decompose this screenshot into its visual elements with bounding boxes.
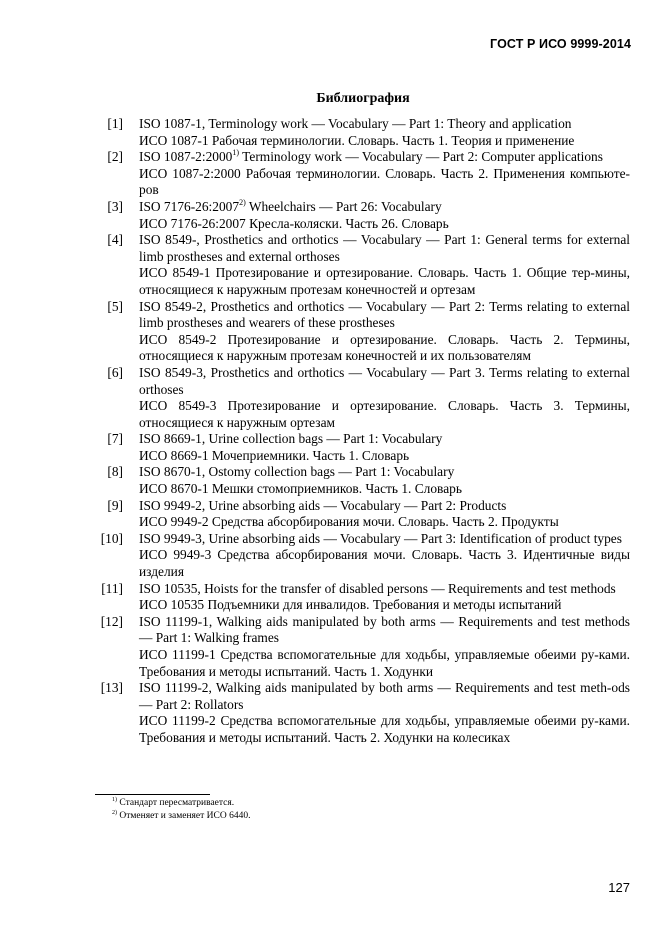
entry-text-ru: ИСО 8549-2 Протезирование и ортезирование. Словарь. Часть 2. Термины, относящиеся к наружным протезам конечностей и их пользователям <box>139 331 630 364</box>
entry-number: [4] <box>107 232 123 248</box>
entry-number: [3] <box>107 198 123 214</box>
bibliography-entry <box>95 365 630 431</box>
entry-text-ru: ИСО 1087-2:2000 Рабочая терминологии. Словарь. Часть 2. Применения компьюте-ров <box>139 165 630 198</box>
entry-number: [1] <box>107 116 123 131</box>
footnote <box>112 810 250 823</box>
entry-text-en: ISO 9949-3, Urine absorbing aids — Vocabulary — Part 3: Identification of product types <box>139 530 622 546</box>
entry-text-ru: ИСО 11199-1 Средства вспомогательные для ходьбы, управляемые обеими ру-ками. Требования и методы испытаний. Часть 1. Ходунки <box>139 647 630 679</box>
entry-number: [7] <box>107 431 123 447</box>
footnote-mark: 2) <box>239 197 246 207</box>
bibliography-entry <box>95 531 630 581</box>
bibliography-entry <box>95 680 630 746</box>
entry-text-ru: ИСО 8669-1 Мочеприемники. Часть 1. Словарь <box>139 447 410 463</box>
entry-text-en: ISO 11199-1, Walking aids manipulated by both arms — Requirements and test methods — Part 1: Walking frames <box>139 613 630 646</box>
entry-text-en <box>139 199 630 216</box>
entry-number: [12] <box>100 613 123 629</box>
bibliography-entry <box>95 199 630 232</box>
footnote <box>112 797 250 810</box>
entry-text-ru: ИСО 7176-26:2007 Кресла-коляски. Часть 26. Словарь <box>139 215 449 231</box>
footnote-mark: 1) <box>232 148 240 158</box>
entry-text-en-rest: Wheelchairs — Part 26: Vocabulary <box>245 198 442 214</box>
entry-number: [8] <box>107 464 123 480</box>
entry-text-ru: ИСО 10535 Подъемники для инвалидов. Требования и методы испытаний <box>139 597 562 613</box>
footnote-text: Отменяет и заменяет ИСО 6440. <box>119 811 251 821</box>
entry-text-en: ISO 9949-2, Urine absorbing aids — Vocabulary — Part 2: Products <box>139 497 507 513</box>
entry-text-ru: ИСО 9949-2 Средства абсорбирования мочи. Словарь. Часть 2. Продукты <box>139 514 559 530</box>
entry-text-ru: ИСО 11199-2 Средства вспомогательные для ходьбы, управляемые обеими ру-ками. Требования и методы испытаний. Часть 2. Ходунки на колесиках <box>139 713 630 745</box>
entry-number: [2] <box>107 149 123 165</box>
entry-text-en: ISO 8549-, Prosthetics and orthotics — Vocabulary — Part 1: General terms for external limb prostheses and external orthoses <box>139 232 630 264</box>
entry-text-ru: ИСО 1087-1 Рабочая терминологии. Словарь. Часть 1. Теория и применение <box>139 132 575 148</box>
bibliography-title: Библиография <box>316 91 410 106</box>
entry-text-ru: ИСО 8549-1 Протезирование и ортезирование. Словарь. Часть 1. Общие тер-мины, относящиеся к наружным протезам конечностей и ортезам <box>139 265 630 297</box>
entry-text-en-part: ISO 7176-26:2007 <box>139 198 240 214</box>
entry-number: [13] <box>100 680 123 696</box>
bibliography-entry <box>95 116 630 149</box>
entry-text-en-rest: Terminology work — Vocabulary — Part 2: Computer applications <box>239 149 603 165</box>
bibliography-entry <box>95 614 630 680</box>
footnotes <box>112 797 250 823</box>
bibliography-entry <box>95 149 630 199</box>
entry-text-en: ISO 8670-1, Ostomy collection bags — Part 1: Vocabulary <box>139 464 455 480</box>
page-number: 127 <box>608 880 630 895</box>
entry-text-en <box>139 149 630 166</box>
entry-text-en: ISO 8549-3, Prosthetics and orthotics — Vocabulary — Part 3. Terms relating to external orthoses <box>139 364 630 397</box>
footnote-divider <box>95 794 210 795</box>
entry-number: [11] <box>101 580 123 596</box>
standard-header: ГОСТ Р ИСО 9999-2014 <box>490 37 631 51</box>
entry-text-ru: ИСО 8670-1 Мешки стомоприемников. Часть 1. Словарь <box>139 481 462 497</box>
entry-number: [9] <box>107 497 123 513</box>
entry-number: [10] <box>100 530 123 546</box>
bibliography-entry <box>95 498 630 531</box>
entry-text-en: ISO 11199-2, Walking aids manipulated by both arms — Requirements and test meth-ods — Part 2: Rollators <box>139 680 630 712</box>
entry-text-en: ISO 1087-1, Terminology work — Vocabulary — Part 1: Theory and application <box>139 116 572 131</box>
bibliography-entry <box>95 464 630 497</box>
footnote-mark: 2) <box>112 810 117 816</box>
entry-number: [6] <box>107 364 123 380</box>
entry-text-en-part: ISO 1087-2:2000 <box>139 149 233 165</box>
bibliography-entry <box>95 299 630 365</box>
bibliography-entry <box>95 581 630 614</box>
footnote-mark: 1) <box>112 797 117 803</box>
bibliography-entry <box>95 431 630 464</box>
entry-text-en: ISO 8669-1, Urine collection bags — Part 1: Vocabulary <box>139 431 443 447</box>
entry-text-ru: ИСО 9949-3 Средства абсорбирования мочи. Словарь. Часть 3. Идентичные виды изделия <box>139 547 630 580</box>
entry-number: [5] <box>107 298 123 314</box>
bibliography-list <box>95 116 630 747</box>
entry-text-en: ISO 8549-2, Prosthetics and orthotics — Vocabulary — Part 2: Terms relating to external limb prostheses and wearers of these prostheses <box>139 298 630 331</box>
entry-text-ru: ИСО 8549-3 Протезирование и ортезирование. Словарь. Часть 3. Термины, относящиеся к наружным ортезам <box>139 398 630 430</box>
bibliography-entry <box>95 232 630 298</box>
footnote-text: Стандарт пересматривается. <box>119 798 235 808</box>
entry-text-en: ISO 10535, Hoists for the transfer of disabled persons — Requirements and test methods <box>139 580 616 596</box>
